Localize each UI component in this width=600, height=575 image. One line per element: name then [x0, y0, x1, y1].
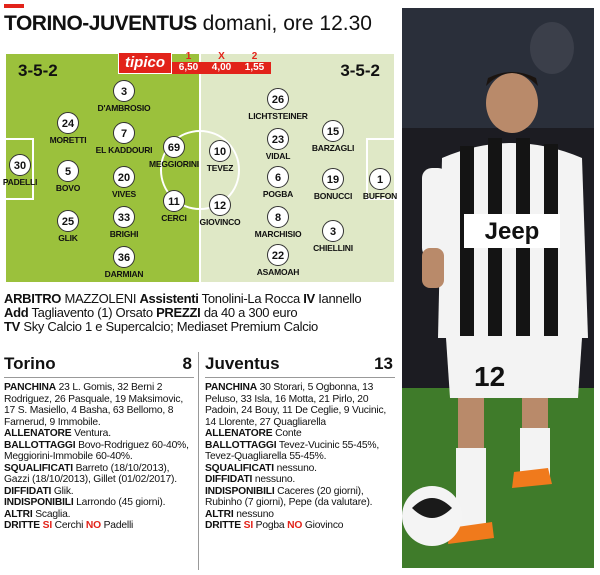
iv: Iannello	[318, 291, 362, 306]
match-info	[4, 292, 396, 334]
player-number: 69	[163, 136, 185, 158]
ballottaggi-label: BALLOTTAGGI	[205, 439, 277, 451]
juventus-count: 13	[374, 354, 393, 373]
indisponibili-label: INDISPONIBILI	[205, 485, 275, 497]
juventus-dritte	[205, 520, 395, 532]
tv-label: TV	[4, 319, 21, 334]
torino-ballottaggi	[4, 440, 194, 463]
juventus-name: Juventus	[205, 354, 280, 373]
juventus-squalificati	[205, 463, 395, 475]
odd-home-value: 6,50	[172, 62, 205, 74]
player-photo-illustration	[402, 8, 594, 568]
player-number: 33	[113, 206, 135, 228]
indisponibili-text: Caceres (20 giorni), Rubinho (7 giorni), Pepe (da valutare).	[205, 485, 373, 508]
torino-panchina	[4, 382, 194, 428]
player-number: 3	[113, 80, 135, 102]
add-label: Add	[4, 305, 29, 320]
torino-count: 8	[182, 354, 192, 373]
add: Tagliavento (1) Orsato	[31, 305, 153, 320]
no-text: Padelli	[103, 520, 134, 531]
player-number: 6	[267, 166, 289, 188]
diffidati-text: nessuno.	[254, 474, 296, 485]
torino-name: Torino	[4, 354, 56, 373]
torino-diffidati	[4, 486, 194, 498]
prezzi-label: PREZZI	[156, 305, 201, 320]
no-label: NO	[287, 520, 303, 531]
player-photo	[402, 8, 594, 568]
odd-away-value: 1,55	[238, 62, 271, 74]
match-time: domani, ore 12.30	[202, 12, 372, 35]
torino-allenatore	[4, 428, 194, 440]
allenatore-text: Ventura.	[74, 428, 111, 439]
headline	[4, 12, 372, 36]
panchina-text: 23 L. Gomis, 32 Berni 2 Rodriguez, 26 Pasquale, 19 Maksimovic, 17 S. Masiello, 4 Basha, 63 Bellomo, 8 Farnerud, 9 Immobile.	[4, 382, 183, 428]
indisponibili-label: INDISPONIBILI	[4, 497, 74, 508]
player-name: MARCHISIO	[254, 229, 302, 239]
player-number: 30	[9, 154, 31, 176]
player-name: D'AMBROSIO	[97, 103, 151, 113]
panchina-label: PANCHINA	[205, 382, 257, 393]
shirt-sponsor: Jeep	[484, 218, 540, 245]
torino-dritte	[4, 520, 194, 532]
player-name: BONUCCI	[313, 191, 353, 201]
squalificati-label: SQUALIFICATI	[205, 462, 274, 474]
juventus-indisponibili	[205, 486, 395, 509]
torino-squalificati	[4, 463, 194, 486]
player-number: 12	[209, 194, 231, 216]
torino-altri	[4, 509, 194, 521]
player-juventus	[233, 88, 323, 121]
dritte-label: DRITTE	[4, 520, 40, 531]
player-name: MORETTI	[49, 135, 87, 145]
assistenti: Tonolini-La Rocca	[201, 291, 300, 306]
juventus-column	[205, 352, 395, 532]
player-juventus	[233, 244, 323, 277]
player-number: 23	[267, 128, 289, 150]
player-torino	[79, 246, 169, 279]
altri-label: ALTRI	[4, 508, 33, 520]
player-name: POGBA	[262, 189, 294, 199]
player-number: 26	[267, 88, 289, 110]
si-text: Pogba	[255, 520, 285, 531]
tv: Sky Calcio 1 e Supercalcio; Mediaset Premium Calcio	[23, 319, 318, 334]
juventus-ballottaggi	[205, 440, 395, 463]
allenatore-label: ALLENATORE	[4, 428, 72, 439]
add-line	[4, 306, 396, 320]
player-number: 3	[322, 220, 344, 242]
allenatore-text: Conte	[275, 428, 302, 439]
officials-line	[4, 292, 396, 306]
player-number: 11	[163, 190, 185, 212]
odds-box	[118, 52, 271, 74]
ballottaggi-text: Bovo-Rodriguez 60-40%, Meggiorini-Immobile 60-40%.	[4, 439, 189, 462]
si-text: Cerchi	[54, 520, 84, 531]
shorts-number: 12	[474, 361, 506, 392]
juventus-panchina	[205, 382, 395, 428]
player-name: LICHTSTEINER	[248, 111, 308, 121]
player-name: GLIK	[58, 233, 78, 243]
allenatore-label: ALLENATORE	[205, 428, 273, 439]
player-number: 24	[57, 112, 79, 134]
panchina-label: PANCHINA	[4, 382, 56, 393]
player-number: 1	[369, 168, 391, 190]
player-name: TEVEZ	[206, 163, 234, 173]
player-number: 22	[267, 244, 289, 266]
altri-text: Scaglia.	[35, 508, 71, 520]
player-name: MEGGIORINI	[149, 159, 199, 169]
torino-indisponibili	[4, 497, 194, 509]
odd-draw-value: 4,00	[205, 62, 238, 74]
arbitro-label: ARBITRO	[4, 291, 62, 306]
formation-juventus: 3-5-2	[340, 61, 380, 80]
altri-label: ALTRI	[205, 508, 234, 520]
odd-draw	[205, 52, 238, 74]
player-number: 8	[267, 206, 289, 228]
player-name: ASAMOAH	[256, 267, 300, 277]
player-torino	[79, 206, 169, 239]
no-label: NO	[85, 520, 101, 531]
odd-away	[238, 52, 271, 74]
prezzi: da 40 a 300 euro	[203, 305, 298, 320]
player-number: 36	[113, 246, 135, 268]
player-name: BOVO	[55, 183, 81, 193]
si-label: SI	[243, 520, 253, 531]
ballottaggi-text: Tevez-Vucinic 55-45%, Tevez-Quagliarella 55-45%.	[205, 439, 380, 462]
column-divider	[198, 352, 199, 570]
diffidati-text: Glik.	[53, 485, 74, 497]
torino-column	[4, 352, 194, 532]
odd-draw-label: X	[218, 51, 225, 62]
player-name: CHIELLINI	[313, 243, 353, 253]
bookmaker-logo: tipico	[118, 52, 172, 74]
player-torino	[79, 80, 169, 113]
no-text: Giovinco	[304, 520, 344, 531]
juventus-altri	[205, 509, 395, 521]
player-number: 15	[322, 120, 344, 142]
altri-text: nessuno	[236, 508, 274, 520]
indisponibili-text: Larrondo (45 giorni).	[76, 497, 166, 508]
squalificati-label: SQUALIFICATI	[4, 462, 73, 474]
diffidati-label: DIFFIDATI	[4, 485, 52, 497]
pitch	[4, 52, 396, 284]
juventus-allenatore	[205, 428, 395, 440]
player-number: 7	[113, 122, 135, 144]
juventus-header	[205, 352, 395, 378]
match-title: TORINO-JUVENTUS	[4, 12, 197, 35]
player-name: VIDAL	[265, 151, 291, 161]
arbitro: MAZZOLENI	[64, 291, 137, 306]
player-name: BUFFON	[362, 191, 398, 201]
player-name: EL KADDOURI	[95, 145, 153, 155]
player-name: BARZAGLI	[311, 143, 355, 153]
si-label: SI	[42, 520, 52, 531]
player-name: CERCI	[161, 213, 187, 223]
accent-bar	[4, 4, 24, 8]
dritte-label: DRITTE	[205, 520, 241, 531]
player-number: 5	[57, 160, 79, 182]
juventus-diffidati	[205, 474, 395, 486]
torino-header	[4, 352, 194, 378]
player-number: 25	[57, 210, 79, 232]
odd-home-label: 1	[185, 51, 192, 62]
player-number: 20	[113, 166, 135, 188]
player-name: GIOVINCO	[199, 217, 241, 227]
odd-home	[172, 52, 205, 74]
iv-label: IV	[303, 291, 315, 306]
squalificati-text: Barreto (18/10/2013), Gazzi (18/10/2013), Gillet (01/02/2017).	[4, 462, 177, 485]
player-name: BRIGHI	[109, 229, 139, 239]
player-number: 19	[322, 168, 344, 190]
player-name: VIVES	[111, 189, 137, 199]
player-juventus	[288, 120, 378, 153]
assistenti-label: Assistenti	[139, 291, 199, 306]
panchina-text: 30 Storari, 5 Ogbonna, 13 Peluso, 33 Isla, 16 Motta, 21 Pirlo, 20 Padoin, 24 Bouy, 11 De Ceglie, 9 Vucinic, 14 Llorente, 27 Quagliarella	[205, 382, 387, 428]
player-number: 10	[209, 140, 231, 162]
diffidati-label: DIFFIDATI	[205, 474, 253, 485]
player-name: DARMIAN	[104, 269, 144, 279]
squalificati-text: nessuno.	[276, 462, 317, 474]
odd-away-label: 2	[251, 51, 258, 62]
formation-torino: 3-5-2	[18, 61, 58, 80]
ballottaggi-label: BALLOTTAGGI	[4, 439, 76, 451]
player-name: PADELLI	[2, 177, 38, 187]
tv-line	[4, 320, 396, 334]
